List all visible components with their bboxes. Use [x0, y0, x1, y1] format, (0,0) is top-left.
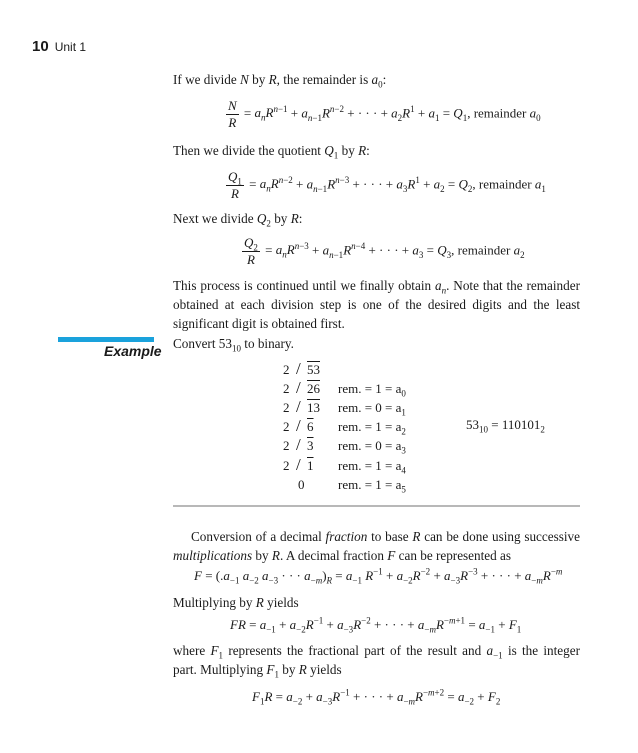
paragraph-divide-q1: Then we divide the quotient $Q_1$ by R:: [173, 143, 370, 161]
equation-n-over-r: $\frac{N}{R}$ = $a_nR^{n-1} + a_{n-1}R^{n-2}$ + · · · + $a_2R^1 + a_1 = Q_1$, remainder $a_0$: [228, 98, 541, 130]
unit-label: Unit 1: [54, 40, 87, 54]
equation-fraction-f: $F = (.a_{-1}$ $a_{-2}$ $a_{-3}$ · · · $a_{-m})_R = a_{-1}$ $R^{-1} + a_{-2}R^{-2} + a_{-3}R^{-3}$ + · · · + $a_{-m}R^{-m}$: [194, 566, 563, 586]
page-number: 10: [32, 38, 49, 55]
paragraph-divide-n: If we divide N by R, the remainder is $a_0$:: [173, 72, 387, 90]
equation-fr: FR = $a_{-1} + a_{-2}R^{-1} + a_{-3}R^{-2}$ + · · · + $a_{-m}R^{-m+1} = a_{-1} + F_1$: [230, 615, 522, 635]
paragraph-multiply-r: Multiplying by R yields: [173, 595, 299, 610]
page-header: [32, 38, 86, 56]
equation-q1-over-r: $\frac{Q_1}{R}$ = $a_nR^{n-2} + a_{n-1}R^{n-3}$ + · · · + $a_3R^1 + a_2 = Q_2$, remainder $a_1$: [228, 169, 546, 201]
example-label: Example: [104, 343, 162, 359]
conversion-result: $53_{10} = 110101_2$: [466, 417, 545, 435]
example-prompt: Convert $53_{10}$ to binary.: [173, 336, 294, 354]
paragraph-fraction-conversion: Conversion of a decimal fraction to base R can be done using successive multiplications by R. A decimal fraction F can be represented as: [173, 529, 580, 563]
section-divider: [173, 505, 580, 507]
example-accent-bar: [58, 337, 154, 342]
paragraph-process: This process is continued until we finally obtain $a_n$. Note that the remainder obtained at each division step is one of the desired digits and the least significant digit is obtained first.: [173, 278, 580, 331]
equation-f1r: $F_1R = a_{-2} + a_{-3}R^{-1}$ + · · · + $a_{-m}R^{-m+2} = a_{-2} + F_2$: [252, 687, 501, 707]
paragraph-divide-q2: Next we divide $Q_2$ by R:: [173, 211, 303, 229]
equation-q2-over-r: $\frac{Q_2}{R}$ = $a_nR^{n-3} + a_{n-1}R^{n-4}$ + · · · + $a_3 = Q_3$, remainder $a_2$: [244, 235, 525, 267]
paragraph-where-f1: where $F_1$ represents the fractional part of the result and $a_{-1}$ is the integer part. Multiplying $F_1$ by R yields: [173, 643, 580, 680]
